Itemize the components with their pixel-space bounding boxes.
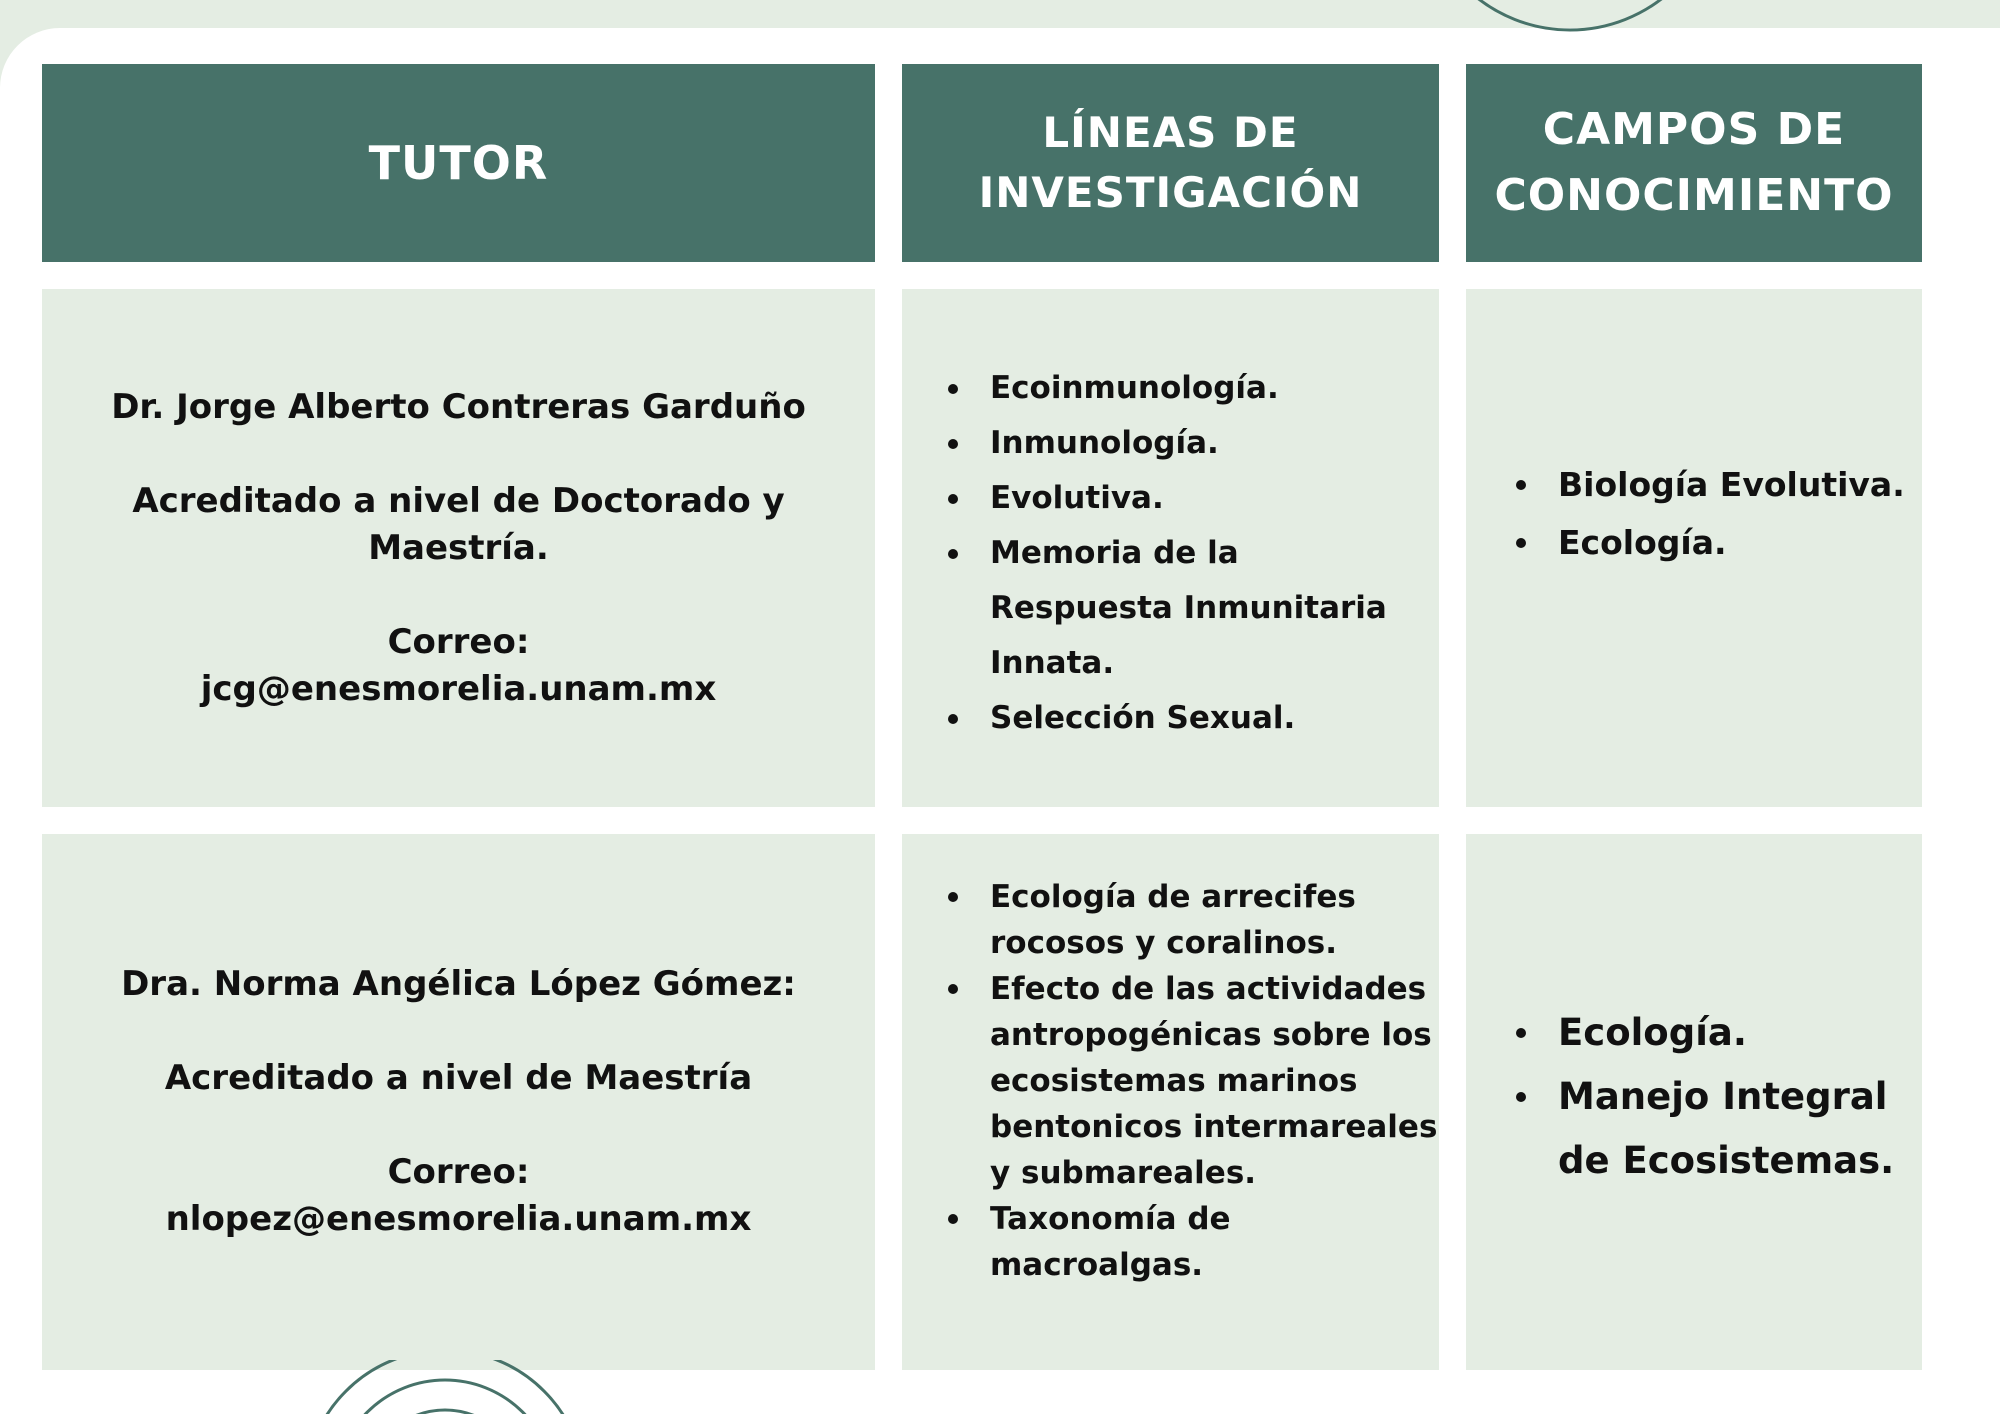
row-2-lineas-cell (902, 834, 1439, 1370)
list-item: Manejo Integral de Ecosistemas. (1512, 1065, 1918, 1193)
header-campos (1466, 64, 1922, 262)
list-item: Efecto de las actividades antropogénicas sobre los ecosistemas marinos bentonicos intermareales y submareales. (944, 966, 1448, 1196)
tutor-accreditation: Acreditado a nivel de Maestría (164, 1058, 753, 1098)
email-label: Correo: (387, 1152, 530, 1192)
row-2-tutor-cell (42, 834, 875, 1370)
email-label: Correo: (387, 621, 530, 662)
list-item: Biología Evolutiva. (1512, 456, 1905, 514)
list-item: Selección Sexual. (944, 691, 1419, 746)
list-item: Ecología. (1512, 1001, 1918, 1065)
campos-list (1512, 1001, 1918, 1193)
tutor-name: Dra. Norma Angélica López Gómez: (121, 964, 796, 1004)
header-lineas-label: LÍNEAS DE INVESTIGACIÓN (978, 108, 1363, 217)
header-lineas (902, 64, 1439, 262)
list-item: Ecología. (1512, 514, 1905, 572)
list-item: Ecología de arrecifes rocosos y coralinos. (944, 874, 1370, 966)
list-item: Inmunología. (944, 416, 1419, 471)
tutor-email: jcg@enesmorelia.unam.mx (200, 668, 717, 709)
row-1-lineas-cell (902, 289, 1439, 807)
list-item: Taxonomía de macroalgas. (944, 1196, 1290, 1288)
list-item: Evolutiva. (944, 471, 1419, 526)
row-1-tutor-cell (42, 289, 875, 807)
list-item: Memoria de la Respuesta Inmunitaria Innata. (944, 526, 1390, 691)
row-1-campos-cell (1466, 289, 1922, 807)
list-item: Ecoinmunología. (944, 361, 1419, 416)
header-tutor-label: TUTOR (368, 136, 549, 190)
header-tutor (42, 64, 875, 262)
tutor-email: nlopez@enesmorelia.unam.mx (165, 1199, 752, 1239)
campos-list (1512, 456, 1905, 572)
lineas-list (944, 874, 1438, 1288)
header-campos-label: CAMPOS DE CONOCIMIENTO (1494, 104, 1894, 221)
tutor-name: Dr. Jorge Alberto Contreras Garduño (111, 386, 806, 427)
lineas-list (944, 361, 1419, 746)
row-2-campos-cell (1466, 834, 1922, 1370)
tutor-accreditation: Acreditado a nivel de Doctorado y Maestría. (132, 480, 785, 568)
